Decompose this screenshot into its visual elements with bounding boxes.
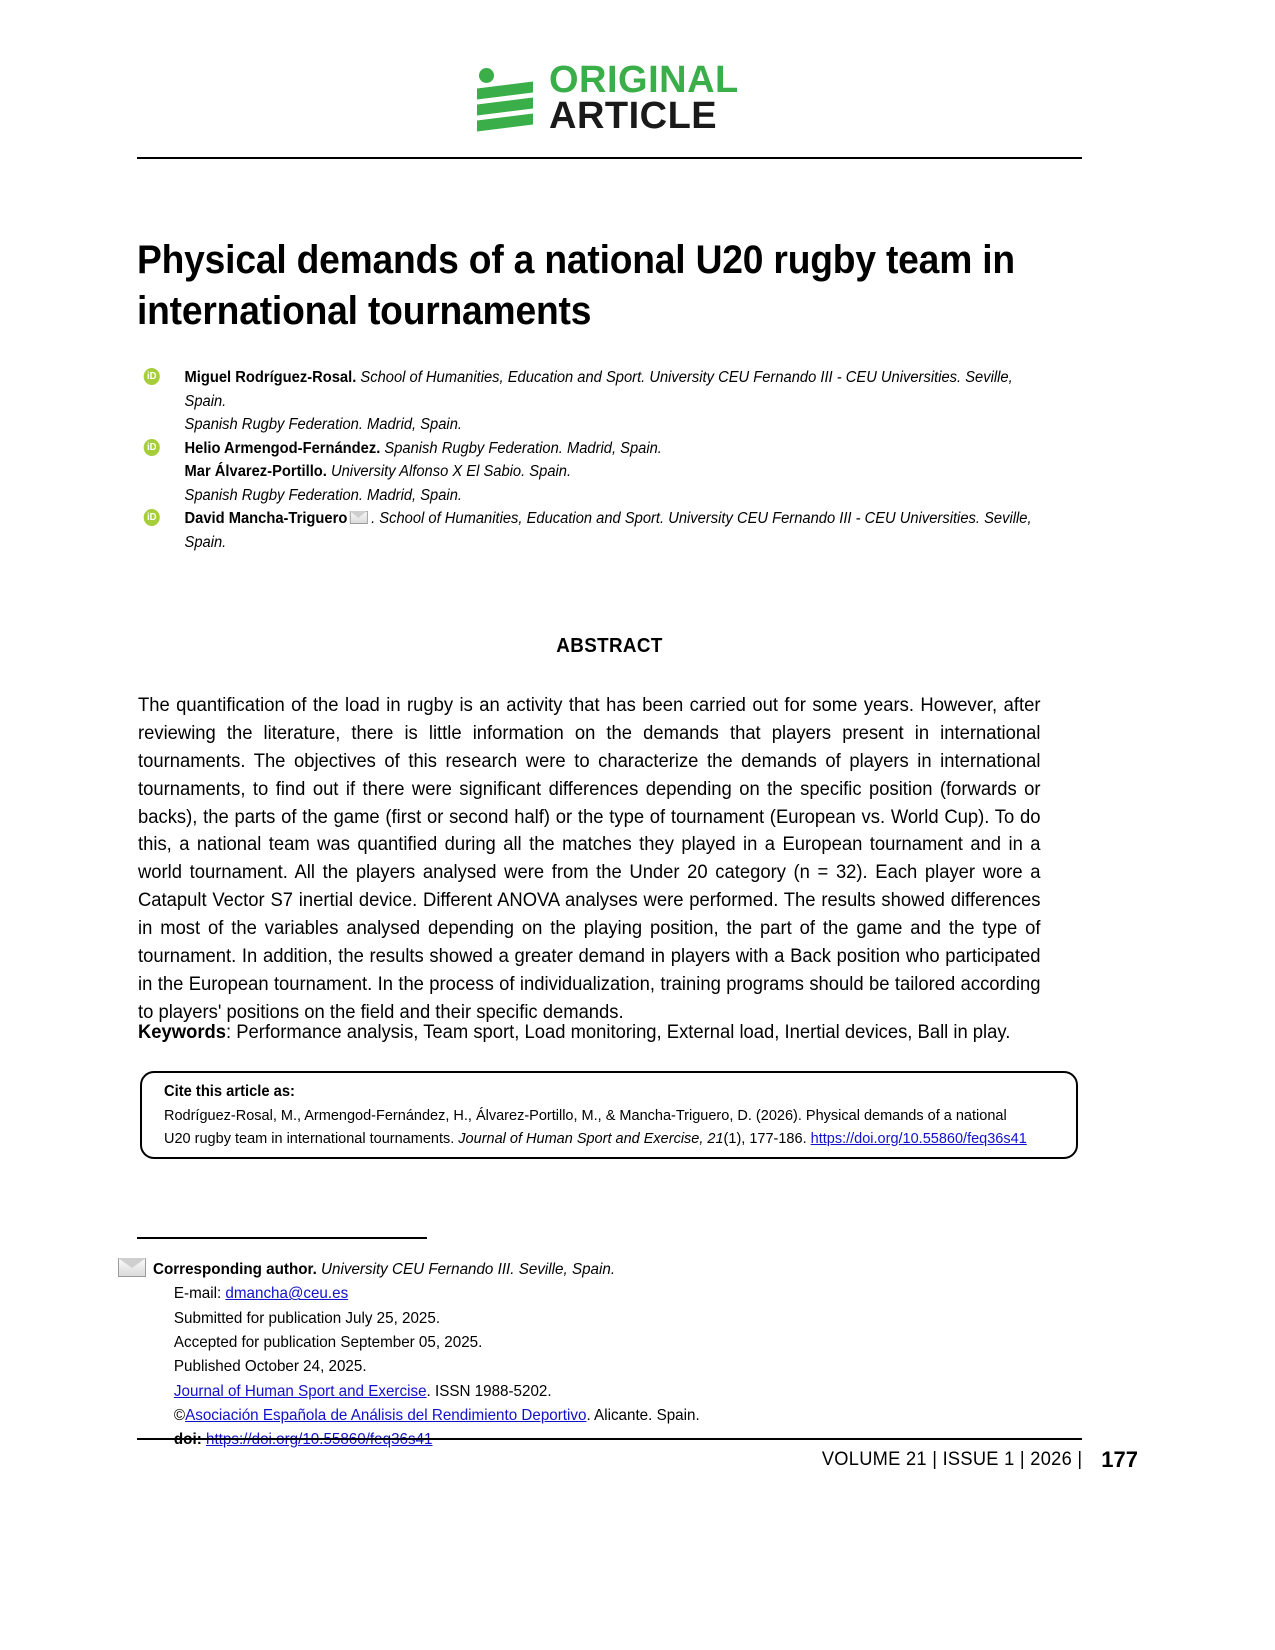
email-link[interactable]: dmancha@ceu.es [225, 1285, 349, 1303]
header-divider [137, 157, 1082, 159]
orcid-icon[interactable]: iD [144, 509, 160, 526]
author-affiliation: . School of Humanities, Education and Sport. University CEU Fernando III - CEU Universities. Seville, Spain. [184, 510, 1032, 551]
copyright-line [153, 1404, 913, 1428]
author-affiliation: University Alfonso X El Sabio. Spain. [330, 463, 572, 481]
author-name: David Mancha-Triguero [184, 510, 348, 528]
logo-bar-icon [477, 114, 533, 132]
cite-this-article-box [140, 1071, 1078, 1159]
author-affiliation: School of Humanities, Education and Sport. University CEU Fernando III - CEU Universities. Seville, Spain. [184, 369, 1013, 410]
author-name: Mar Álvarez-Portillo. [184, 463, 327, 481]
page-title: Physical demands of a national U20 rugby team in international tournaments [137, 237, 1015, 333]
orcid-icon[interactable]: iD [144, 439, 160, 456]
citation-authors-year-title: Rodríguez-Rosal, M., Armengod-Fernández, H., Álvarez-Portillo, M., & Mancha-Triguero, D. (2026). Physical demands of a national U20 [164, 1107, 1007, 1147]
cite-box-title: Cite this article as: [164, 1083, 295, 1100]
logo-wordmark [549, 59, 739, 138]
author-affiliation-secondary: Spanish Rugby Federation. Madrid, Spain. [184, 486, 462, 504]
association-link[interactable]: Asociación Española de Análisis del Rendimiento Deportivo [185, 1406, 587, 1424]
logo-bar-icon [477, 82, 533, 100]
corresponding-author-line [153, 1258, 913, 1282]
author-list [137, 366, 1049, 554]
keywords-line [138, 1019, 1050, 1047]
author-entry [137, 460, 1049, 507]
doi-line [153, 1428, 913, 1452]
footnote-block [153, 1258, 913, 1453]
envelope-icon [118, 1258, 146, 1277]
volume-issue-line: VOLUME 21 | ISSUE 1 | 2026 | [821, 1449, 1082, 1470]
accepted-line: Accepted for publication September 05, 2025. [173, 1333, 483, 1351]
email-line [153, 1282, 913, 1306]
abstract-body: The quantification of the load in rugby is an activity that has been carried out for some years. However, after reviewing the literature, there is little information on the demands that players present in international tournaments. The objectives of this research were to characterize the demands of players in international tournaments, to find out if there were significant differences depending on the specific position (forwards or backs), the parts of the game (first or second half) or the type of tournament (European vs. World Cup). To do this, a national team was quantified during all the matches they played in a European tournament and in a world tournament. All the players analysed were from the Under 20 category (n = 32). Each player wore a Catapult Vector S7 inertial device. Different ANOVA analyses were performed. The results showed differences in most of the variables analysed depending on the playing position, the part of the game and the type of tournament. In addition, the results showed a greater demand in players with a Back position who participated in the European tournament. In the process of individualization, training programs should be tailored according to players' positions on the field and their specific demands. [138, 695, 1041, 1023]
author-affiliation-secondary: Spanish Rugby Federation. Madrid, Spain. [184, 416, 462, 434]
original-article-logo [477, 59, 739, 138]
logo-article-text: ARTICLE [549, 95, 718, 138]
logo-bar-icon [477, 98, 533, 116]
doi-link[interactable]: https://doi.org/10.55860/feq36s41 [205, 1431, 433, 1449]
journal-link[interactable]: Journal of Human Sport and Exercise [173, 1382, 427, 1400]
page-header [137, 59, 1082, 158]
email-label: E-mail: [173, 1285, 226, 1303]
author-entry [137, 366, 1049, 437]
logo-original-text: ORIGINAL [549, 59, 739, 101]
journal-issn-line [153, 1380, 913, 1404]
citation-journal-volume: Journal of Human Sport and Exercise, 21 [458, 1129, 724, 1147]
logo-dot-icon [479, 68, 494, 83]
author-entry [137, 437, 1049, 461]
published-line: Published October 24, 2025. [173, 1358, 367, 1376]
citation-issue-pages: (1), 177-186. [723, 1129, 811, 1147]
citation-article-title-tail: rugby team in international tournaments. [194, 1129, 459, 1147]
page-number: 177 [1101, 1447, 1138, 1472]
issn-text: . ISSN 1988-5202. [426, 1382, 552, 1400]
author-affiliation: Spanish Rugby Federation. Madrid, Spain. [384, 439, 662, 457]
envelope-icon [350, 511, 368, 524]
copyright-symbol: © [173, 1406, 186, 1424]
original-article-bars-logo [477, 67, 533, 129]
orcid-icon[interactable]: iD [144, 368, 160, 385]
corresponding-author-label: Corresponding author. [153, 1261, 317, 1278]
footer-divider [137, 1438, 1082, 1440]
association-location: . Alicante. Spain. [586, 1406, 700, 1424]
keywords-label: Keywords [138, 1022, 227, 1043]
author-name: Helio Armengod-Fernández. [184, 439, 381, 457]
author-name: Miguel Rodríguez-Rosal. [184, 369, 357, 386]
citation-doi-link[interactable]: https://doi.org/10.55860/feq36s41 [810, 1129, 1027, 1147]
submitted-line: Submitted for publication July 25, 2025. [173, 1309, 441, 1327]
abstract-heading: ABSTRACT [556, 635, 663, 657]
footnote-divider [137, 1237, 427, 1239]
author-entry [137, 507, 1049, 554]
doi-label: doi: [173, 1431, 202, 1449]
keywords-value: : Performance analysis, Team sport, Load monitoring, External load, Inertial devices, Ball in play. [226, 1022, 1011, 1043]
cite-box-text [164, 1105, 1028, 1151]
corresponding-author-affiliation: University CEU Fernando III. Seville, Spain. [321, 1261, 616, 1278]
